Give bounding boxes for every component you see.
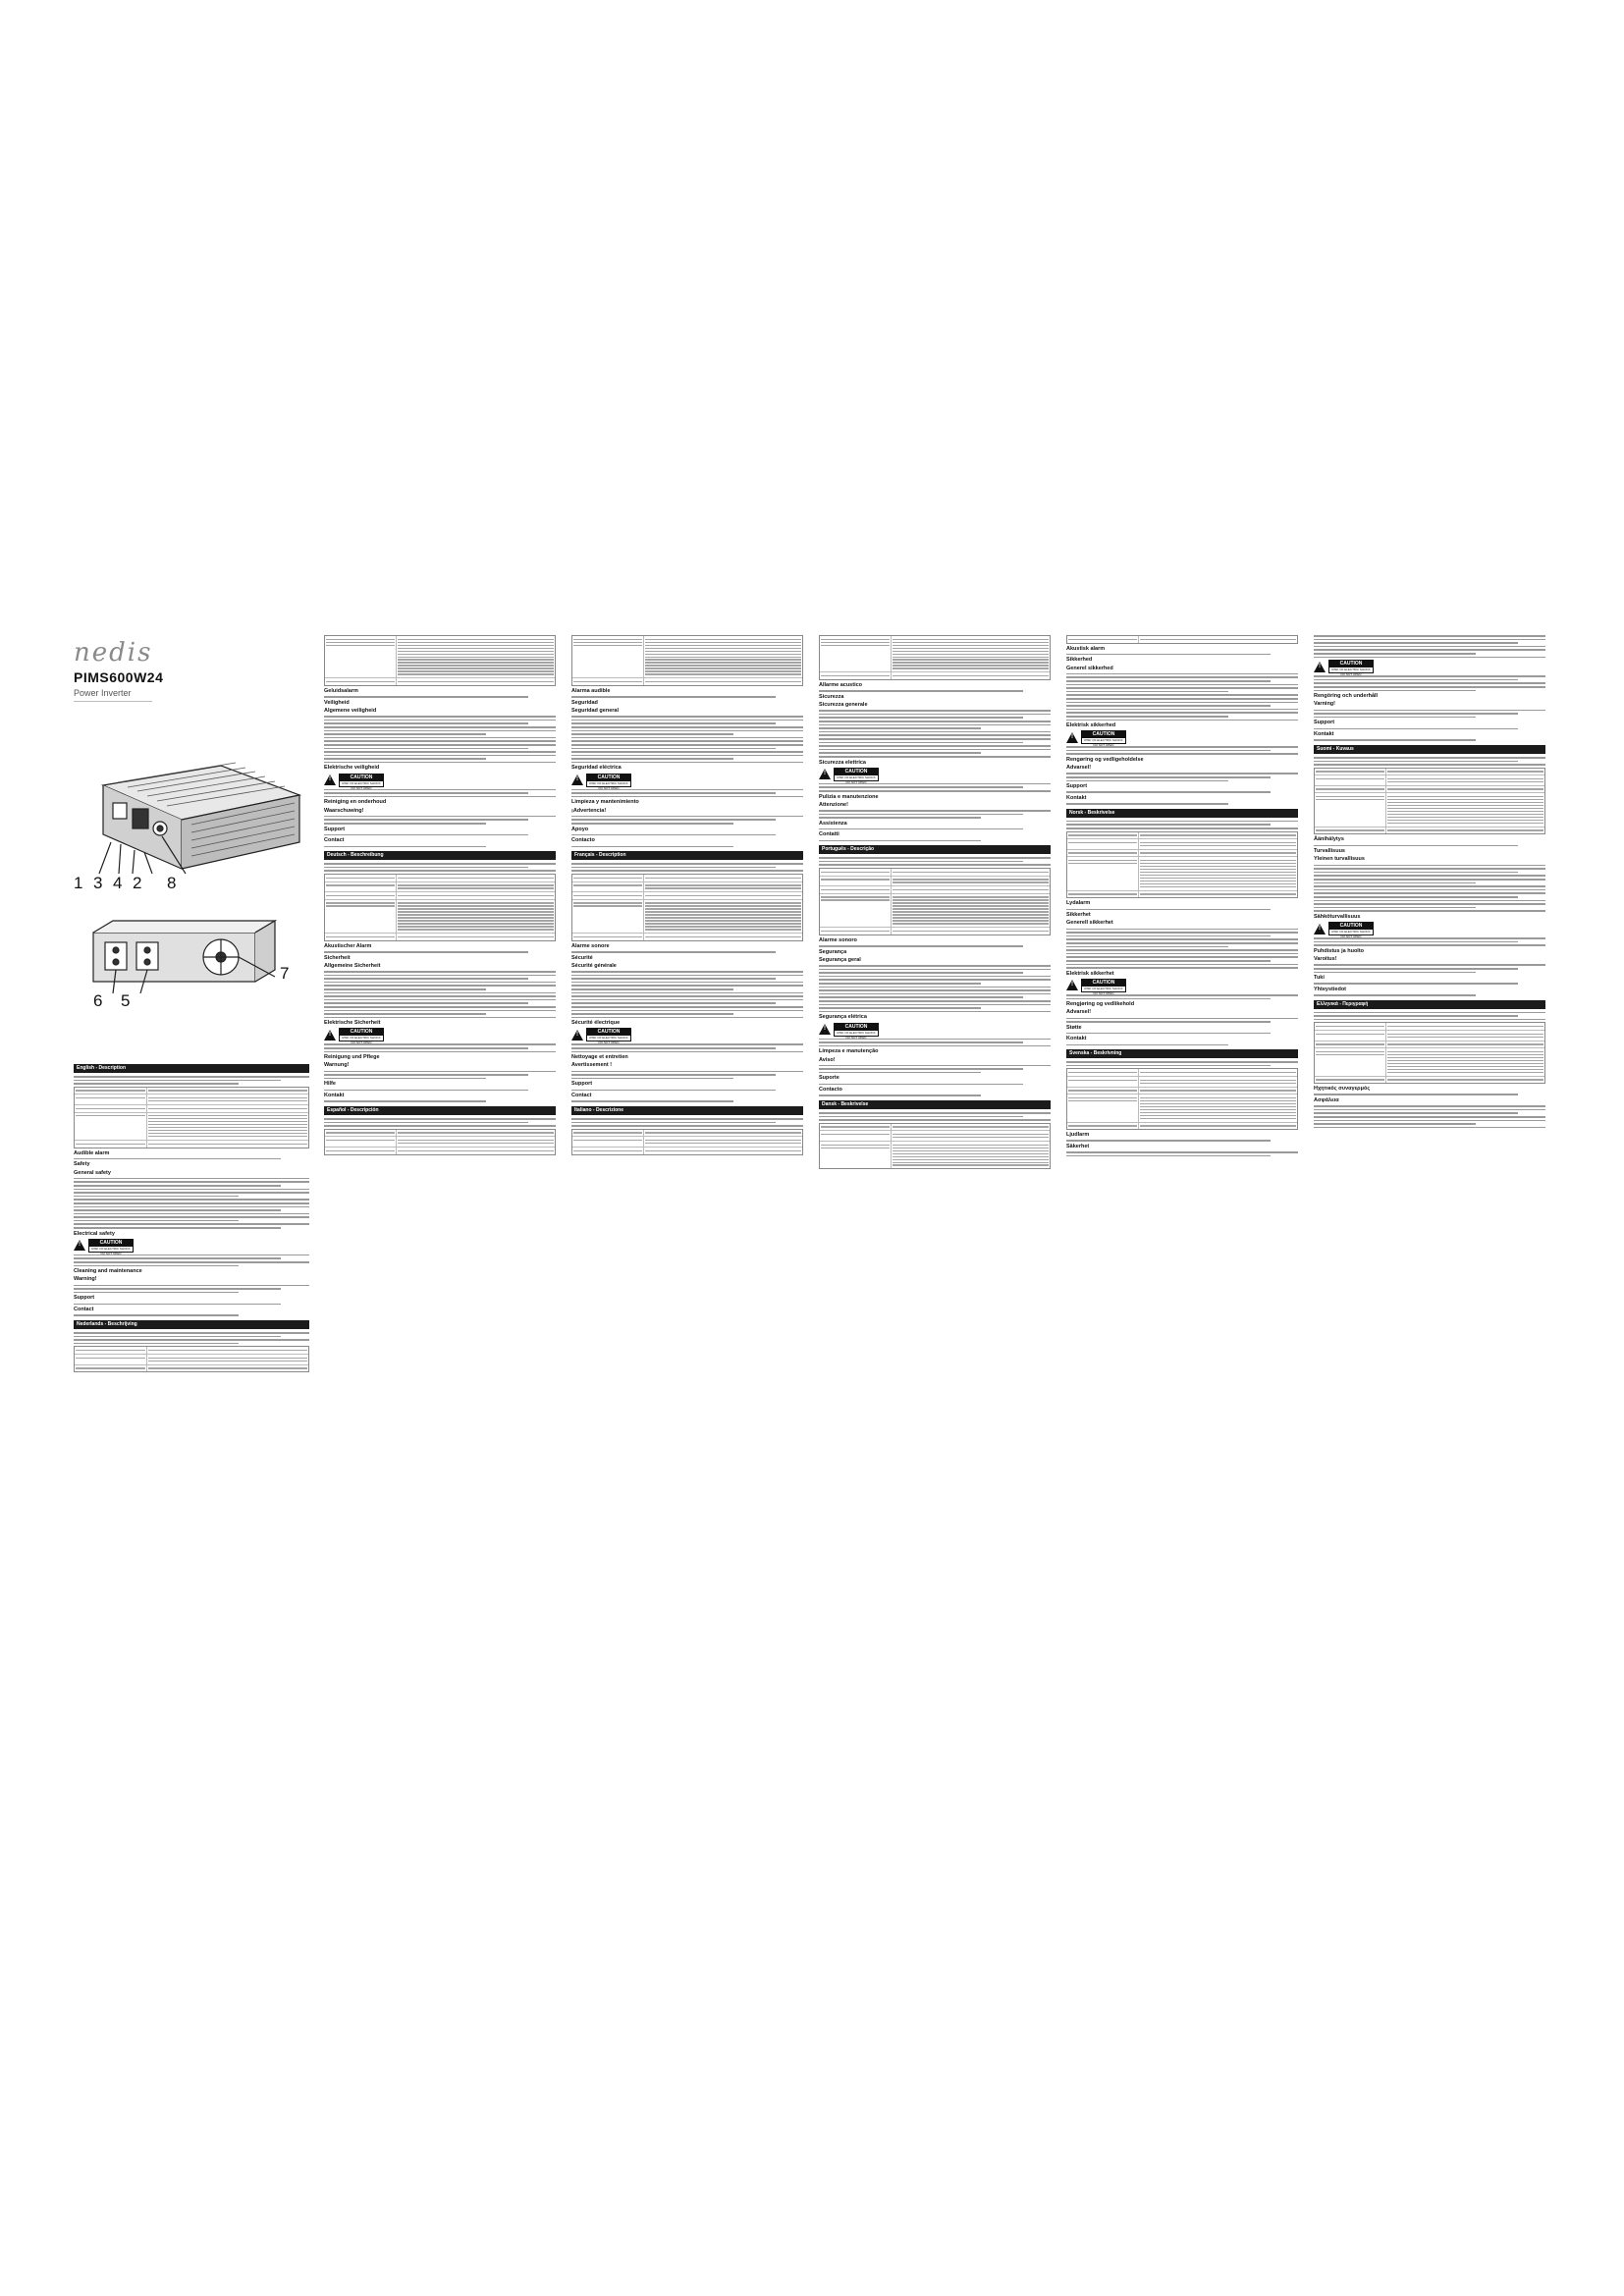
callout-6: 6	[93, 991, 103, 1010]
section-bar: Suomi - Kuvaus	[1314, 745, 1545, 754]
callouts-rear	[74, 991, 309, 1011]
section-heading: Sécurité	[571, 954, 593, 961]
warning-icon: !	[571, 1030, 583, 1041]
callout-1: 1	[74, 874, 83, 892]
section-bar: Français - Description	[571, 851, 803, 860]
section-heading: Limpeza e manutenção	[819, 1048, 879, 1055]
section-heading: Varning!	[1314, 701, 1336, 708]
warning-icon: !	[1314, 924, 1326, 934]
section-heading: Warning!	[74, 1276, 97, 1283]
section-heading: Segurança elétrica	[819, 1014, 867, 1021]
section-heading: Sicurezza	[819, 693, 844, 700]
section-heading: Elektrisk sikkerhed	[1066, 722, 1116, 729]
section-heading: Audible alarm	[74, 1149, 110, 1156]
section-heading: Support	[1314, 720, 1335, 726]
section-heading: Yleinen turvallisuus	[1314, 856, 1365, 863]
section-heading: Apoyo	[571, 826, 589, 832]
section-heading: Tuki	[1314, 975, 1325, 982]
section-heading: Contact	[324, 837, 345, 844]
section-heading: Allarme acustico	[819, 682, 863, 688]
warning-icon: !	[819, 1024, 831, 1035]
section-heading: Suporte	[819, 1075, 839, 1082]
callout-4: 4	[113, 874, 123, 892]
column-2: Geluidsalarm Veiligheid Algemene veiligheid Elektrische veiligheid ! CAUTION RISK OF ELECTRIC SHOCK DO NOT OPEN Reiniging en onderhoud Waarschuwing! Support Contact Deutsch - Beschreibung Akustischer Alarm Sicherheit Allgemeine Sicherheit Elektrische Sicherheit ! CAUTION RISK OF ELECTRIC SHOCK DO NOT OPEN Reinigung und Pflege Warnung! Hilfe Kontakt Español - Descripción	[324, 633, 556, 1158]
section-heading: Alarme sonoro	[819, 936, 857, 943]
column-english	[74, 1060, 309, 1375]
spec-table	[74, 1087, 309, 1148]
section-heading: Varoitus!	[1314, 956, 1337, 963]
section-bar: English - Description	[74, 1064, 309, 1073]
section-heading: Seguridad eléctrica	[571, 765, 622, 772]
section-heading: Ljudlarm	[1066, 1132, 1090, 1139]
section-heading: Yhteystiedot	[1314, 986, 1347, 992]
section-heading: Kontakt	[324, 1093, 345, 1099]
section-heading: Sicherheit	[324, 954, 351, 961]
section-heading: Akustischer Alarm	[324, 942, 372, 949]
section-heading: Aviso!	[819, 1056, 836, 1063]
section-heading: Hilfe	[324, 1081, 336, 1088]
section-heading: Rengöring och underhåll	[1314, 693, 1379, 700]
section-bar: Español - Descripción	[324, 1106, 556, 1115]
section-bar: Dansk - Beskrivelse	[819, 1100, 1051, 1109]
warning-icon: !	[74, 1240, 85, 1251]
section-bar: Nederlands - Beschrijving	[74, 1320, 309, 1329]
section-heading: Reinigung und Pflege	[324, 1054, 380, 1061]
warning-icon: !	[1314, 662, 1326, 672]
section-heading: Nettoyage et entretien	[571, 1054, 628, 1061]
section-heading: Kontakt	[1066, 1036, 1087, 1042]
section-bar: Svenska - Beskrivning	[1066, 1049, 1298, 1058]
section-heading: Segurança	[819, 948, 847, 955]
section-heading: Warnung!	[324, 1062, 350, 1069]
section-heading: Support	[324, 826, 346, 832]
section-heading: Puhdistus ja huolto	[1314, 947, 1365, 954]
section-heading: Seguridad general	[571, 707, 619, 714]
section-heading: Alarma audible	[571, 687, 611, 694]
section-heading: Reiniging en onderhoud	[324, 799, 387, 806]
section-heading: Ασφάλεια	[1314, 1097, 1339, 1104]
section-heading: Sicurezza generale	[819, 702, 868, 708]
section-heading: Generell sikkerhet	[1066, 920, 1113, 927]
caution-label: ! CAUTION RISK OF ELECTRIC SHOCK DO NOT OPEN	[74, 1239, 309, 1253]
section-heading: Elektrisk sikkerhet	[1066, 970, 1114, 977]
section-heading: Contacto	[571, 837, 595, 844]
section-bar: Norsk - Beskrivelse	[1066, 809, 1298, 818]
section-heading: Electrical safety	[74, 1230, 115, 1237]
section-heading: Avertissement !	[571, 1062, 613, 1069]
section-bar: Português - Descrição	[819, 845, 1051, 854]
callout-5: 5	[121, 991, 131, 1010]
warning-icon: !	[571, 774, 583, 785]
inverter-illustration	[74, 726, 309, 883]
section-heading: Støtte	[1066, 1024, 1082, 1031]
section-heading: Algemene veiligheid	[324, 707, 377, 714]
section-heading: Rengjøring og vedlikehold	[1066, 1001, 1135, 1008]
section-heading: Geluidsalarm	[324, 687, 358, 694]
brand-logo: nedis	[74, 638, 153, 667]
section-heading: Sécurité électrique	[571, 1020, 621, 1027]
section-heading: Attenzione!	[819, 801, 848, 808]
section-heading: Contact	[74, 1307, 94, 1313]
section-heading: Contatti	[819, 831, 839, 838]
section-heading: Contact	[571, 1093, 592, 1099]
section-heading: Advarsel!	[1066, 765, 1092, 772]
model-number: PIMS600W24	[74, 669, 164, 685]
warning-icon: !	[819, 769, 831, 779]
section-heading: Support	[571, 1081, 593, 1088]
column-4: Allarme acustico Sicurezza Sicurezza generale Sicurezza elettrica ! CAUTION RISK OF ELECTRIC SHOCK DO NOT OPEN Pulizia e manutenzione Attenzione! Assistenza Contatti Português - Descrição Alarme sonoro Segurança Segurança geral Segurança elétrica ! CAUTION RISK OF ELECTRIC SHOCK DO NOT OPEN Limpeza e manutenção Aviso! Suporte Contacto Dansk - Beskrivelse	[819, 633, 1051, 1172]
section-heading: Cleaning and maintenance	[74, 1268, 142, 1275]
warning-icon: !	[1066, 980, 1078, 990]
column-6: ! CAUTION RISK OF ELECTRIC SHOCK DO NOT OPEN Rengöring och underhåll Varning! Support Kontakt Suomi - Kuvaus Äänihälytys Turvallisuus Yleinen turvallisuus Sähköturvallisuus ! CAUTION RISK OF ELECTRIC SHOCK DO NOT OPEN Puhdistus ja huolto Varoitus! Tuki Yhteystiedot Ελληνικά - Περιγραφή Ηχητικός συναγερμός Ασφάλεια	[1314, 633, 1545, 1130]
section-heading: Elektrische veiligheid	[324, 765, 380, 772]
warning-icon: !	[324, 774, 336, 785]
section-heading: Generel sikkerhed	[1066, 665, 1113, 671]
section-heading: ¡Advertencia!	[571, 807, 607, 814]
section-heading: Safety	[74, 1161, 90, 1168]
section-heading: Support	[74, 1295, 95, 1302]
callouts-front	[74, 874, 309, 893]
section-heading: Segurança geral	[819, 956, 861, 963]
callout-8: 8	[167, 874, 177, 892]
section-heading: Sikkerhed	[1066, 657, 1093, 664]
section-heading: Lydalarm	[1066, 900, 1091, 907]
column-3: Alarma audible Seguridad Seguridad general Seguridad eléctrica ! CAUTION RISK OF ELECTRIC SHOCK DO NOT OPEN Limpieza y mantenimiento ¡Advertencia! Apoyo Contacto Français - Description Alarme sonore Sécurité Sécurité générale Sécurité électrique ! CAUTION RISK OF ELECTRIC SHOCK DO NOT OPEN Nettoyage et entretien Avertissement ! Support Contact Italiano - Descrizione	[571, 633, 803, 1158]
section-heading: Advarsel!	[1066, 1009, 1092, 1016]
section-heading: Assistenza	[819, 820, 847, 827]
section-heading: Äänihälytys	[1314, 836, 1344, 843]
section-heading: Seguridad	[571, 699, 598, 706]
section-heading: Sécurité générale	[571, 962, 617, 969]
section-heading: General safety	[74, 1169, 111, 1176]
section-bar: Italiano - Descrizione	[571, 1106, 803, 1115]
section-heading: Kontakt	[1066, 795, 1087, 802]
section-heading: Waarschuwing!	[324, 807, 364, 814]
section-heading: Allgemeine Sicherheit	[324, 962, 381, 969]
section-heading: Limpieza y mantenimiento	[571, 799, 639, 806]
section-heading: Kontakt	[1314, 731, 1334, 738]
callout-7: 7	[280, 964, 290, 983]
divider	[74, 701, 152, 702]
section-heading: Sicurezza elettrica	[819, 759, 866, 766]
section-heading: Ηχητικός συναγερμός	[1314, 1086, 1371, 1093]
section-heading: Alarme sonore	[571, 942, 610, 949]
section-bar: Deutsch - Beschreibung	[324, 851, 556, 860]
callout-3: 3	[93, 874, 103, 892]
section-heading: Contacto	[819, 1087, 842, 1094]
section-heading: Elektrische Sicherheit	[324, 1020, 381, 1027]
section-heading: Sähköturvallisuus	[1314, 913, 1361, 920]
callout-2: 2	[133, 874, 142, 892]
section-heading: Support	[1066, 783, 1088, 790]
section-heading: Sikkerhet	[1066, 912, 1091, 919]
section-heading: Turvallisuus	[1314, 848, 1345, 855]
warning-icon: !	[324, 1030, 336, 1041]
section-heading: Rengøring og vedligeholdelse	[1066, 757, 1144, 764]
section-heading: Pulizia e manutenzione	[819, 793, 879, 800]
section-heading: Akustisk alarm	[1066, 645, 1106, 652]
column-5: Akustisk alarm Sikkerhed Generel sikkerhed Elektrisk sikkerhed ! CAUTION RISK OF ELECTRIC SHOCK DO NOT OPEN Rengøring og vedligeholdelse Advarsel! Support Kontakt Norsk - Beskrivelse Lydalarm Sikkerhet Generell sikkerhet Elektrisk sikkerhet ! CAUTION RISK OF ELECTRIC SHOCK DO NOT OPEN Rengjøring og vedlikehold Advarsel! Støtte Kontakt Svenska - Beskrivning Ljudlarm Säkerhet	[1066, 633, 1298, 1158]
section-heading: Veiligheid	[324, 699, 350, 706]
section-heading: Säkerhet	[1066, 1144, 1090, 1150]
product-subtitle: Power Inverter	[74, 688, 132, 698]
section-bar: Ελληνικά - Περιγραφή	[1314, 1000, 1545, 1009]
warning-icon: !	[1066, 732, 1078, 743]
